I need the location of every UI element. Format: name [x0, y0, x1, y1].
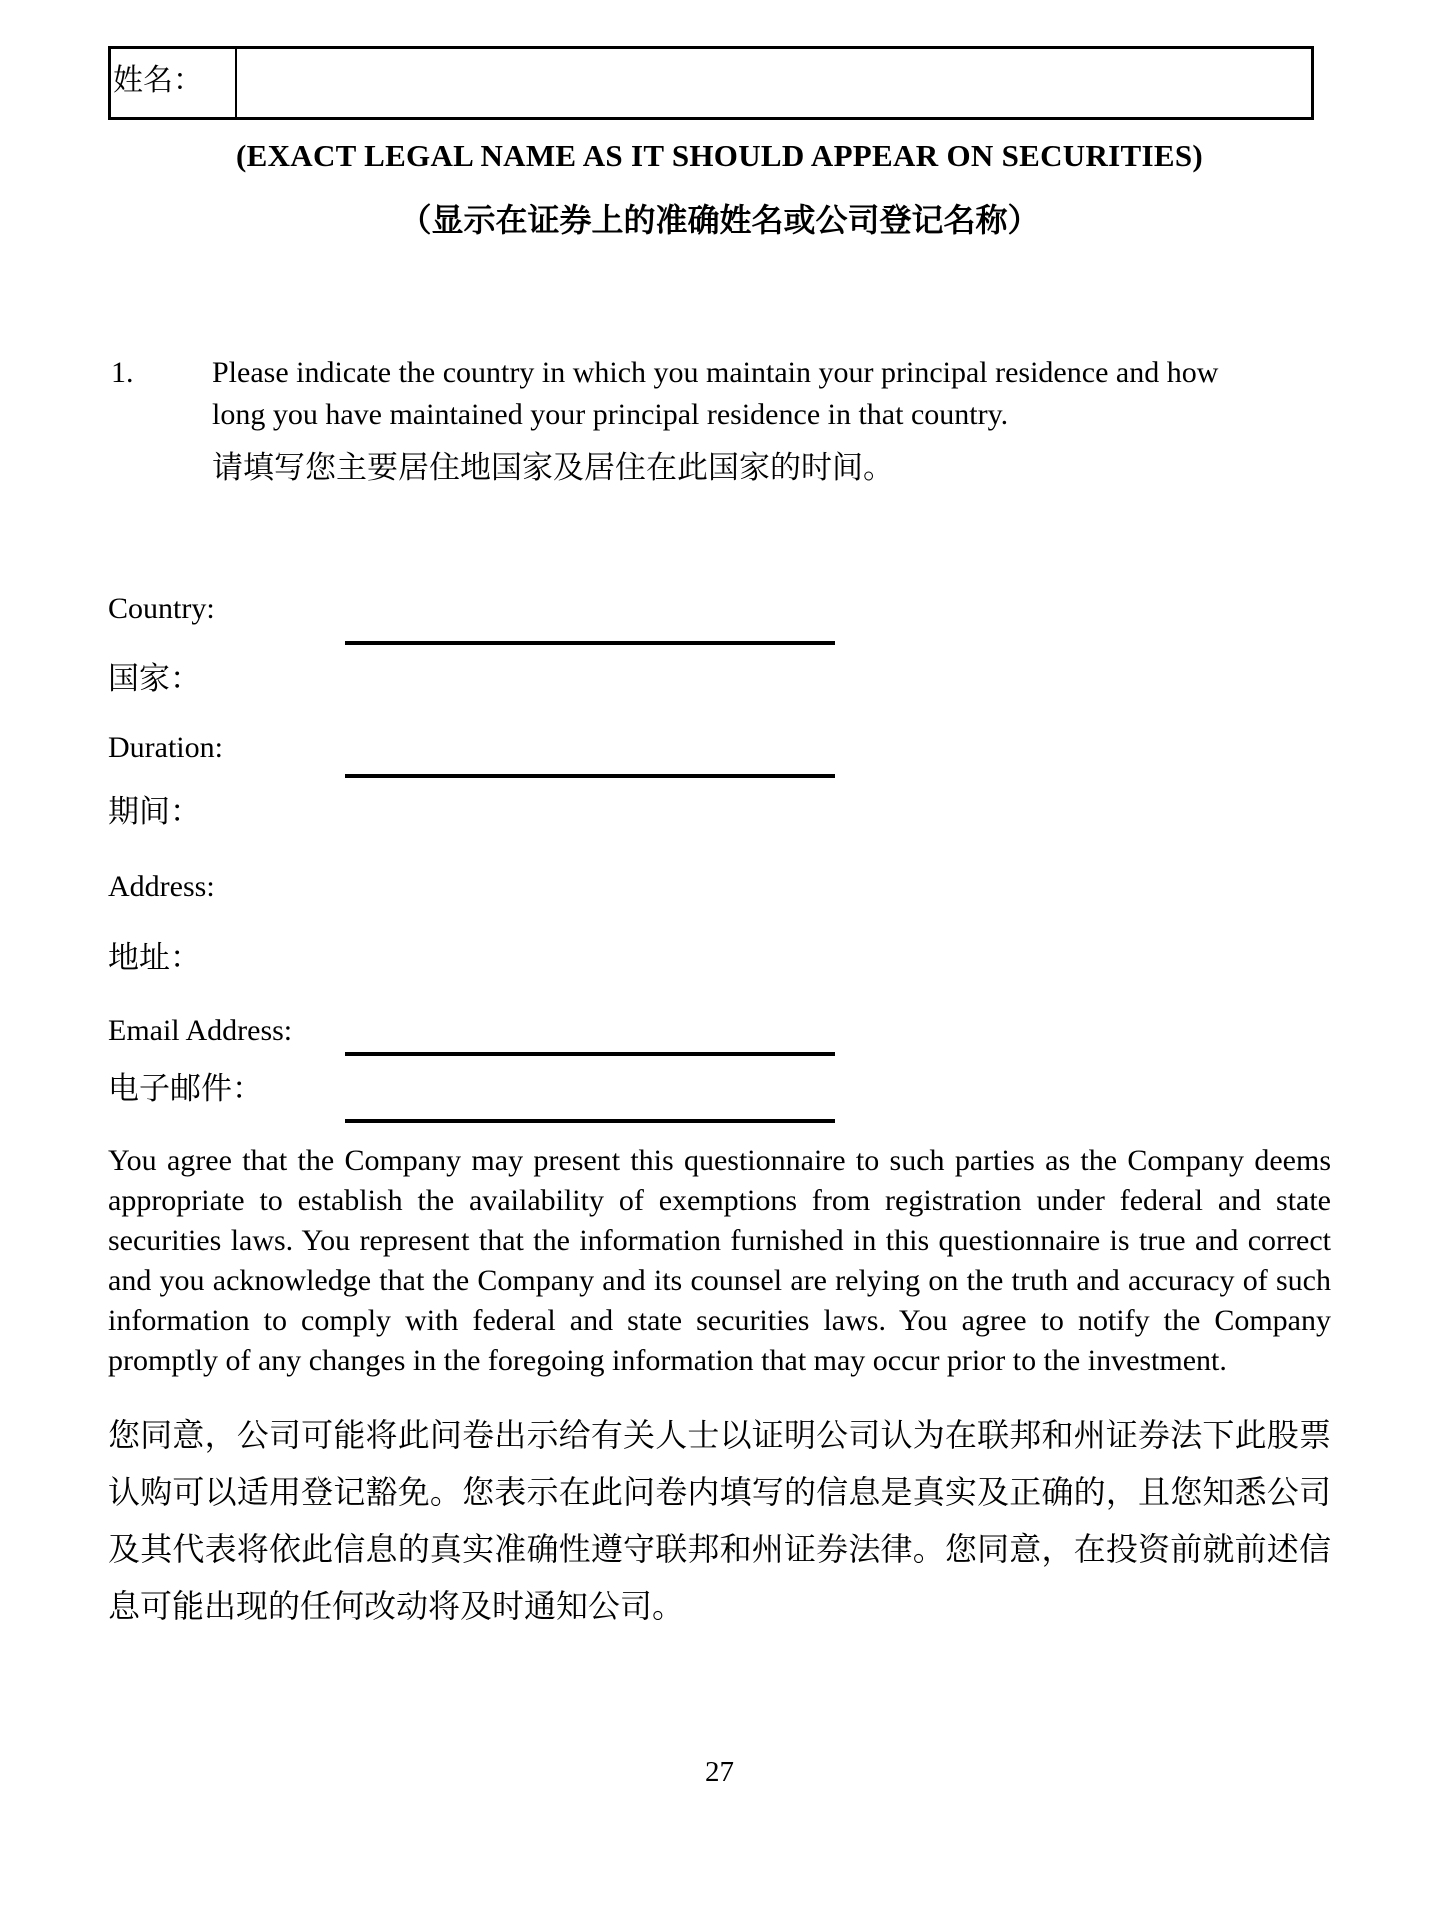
country-label-zh: 国家：: [108, 661, 201, 696]
question-1: [108, 352, 1252, 436]
email-label-en: Email Address:: [108, 1014, 293, 1047]
fields-section: [108, 590, 1331, 1123]
agreement-text-en: You agree that the Company may present this questionnaire to such parties as the Company deems appropriate to establish the availability of exemptions from registration under federal and state securities laws. You represent that the information furnished in this questionnaire is true and correct and you acknowledge that the Company and its counsel are relying on the truth and accuracy of such information to comply with federal and state securities laws. You agree to notify the Company promptly of any changes in the foregoing information that may occur prior to the investment.: [108, 1144, 1331, 1377]
email-blank-line-2[interactable]: [345, 1119, 835, 1123]
agreement-text-zh: 您同意，公司可能将此问卷出示给有关人士以证明公司认为在联邦和州证券法下此股票认购可以适用登记豁免。您表示在此问卷内填写的信息是真实及正确的，且您知悉公司及其代表将依此信息的真实准确性遵守联邦和州证券法律。您同意，在投资前就前述信息可能出现的任何改动将及时通知公司。: [108, 1417, 1331, 1624]
duration-label-zh: 期间：: [108, 794, 201, 829]
name-input-cell[interactable]: [237, 49, 1311, 117]
duration-blank-line[interactable]: [345, 774, 835, 778]
country-blank-line[interactable]: [345, 641, 835, 645]
address-label-en: Address:: [108, 870, 215, 903]
email-blank-line[interactable]: [345, 1052, 835, 1056]
country-label-en: Country:: [108, 592, 215, 625]
name-table: [108, 46, 1314, 120]
question-text-en: Please indicate the country in which you maintain your principal residence and how long you have maintained your principal residence in that country.: [212, 356, 1219, 431]
question-text-zh: 请填写您主要居住地国家及居住在此国家的时间。: [212, 450, 894, 485]
heading-legal-name-zh: （显示在证券上的准确姓名或公司登记名称）: [399, 202, 1040, 238]
page-content: [108, 46, 1331, 1635]
question-number: 1.: [111, 356, 134, 389]
duration-label-en: Duration:: [108, 731, 223, 764]
name-label: 姓名：: [111, 49, 237, 117]
address-label-zh: 地址：: [108, 940, 201, 975]
page-number: 27: [705, 1756, 734, 1788]
email-label-zh: 电子邮件：: [108, 1071, 263, 1106]
heading-legal-name-en: (EXACT LEGAL NAME AS IT SHOULD APPEAR ON SECURITIES): [235, 138, 1204, 173]
